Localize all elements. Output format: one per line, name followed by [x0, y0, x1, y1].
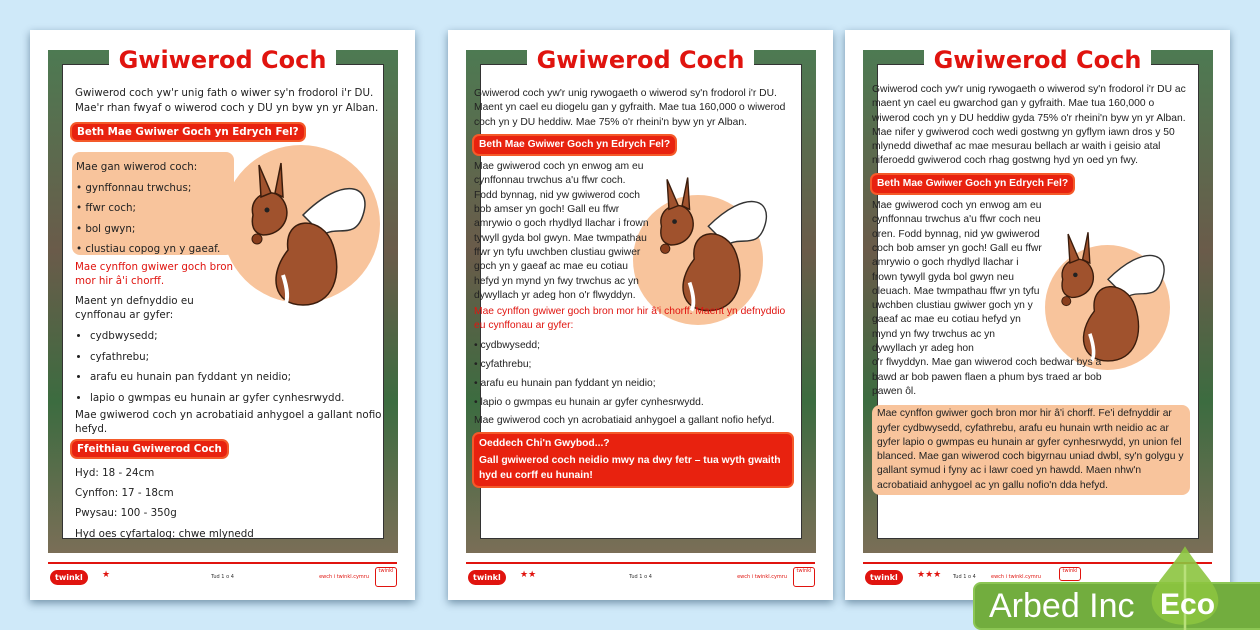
difficulty-stars: ★★	[520, 570, 537, 580]
appearance-text: Mae gwiwerod coch yn enwog am eu cynffonnau trwchus a'u ffwr coch neu oren. Fodd bynnag, nid yw gwiwerod coch bob amser yn goch! Gall eu ffwr amrywio o goch rhydlyd llachar i frown tywyll gyda bol gwyn neu oleuach. Mae twmpathau ffwr yn tyfu uwchben clustiau gwiwer goch yn y gaeaf ac mae eu cotiau hefyd yn mynd yn fwy trwchus ac yn dywyllach yr adeg hon	[872, 200, 1042, 355]
use-item: • lapio o gwmpas eu hunain ar gyfer cynhesrwydd.	[90, 388, 390, 409]
section-heading: Beth Mae Gwiwer Goch yn Edrych Fel?	[72, 124, 304, 140]
brand-eco-label: Eco	[1160, 588, 1216, 621]
intro-text: Gwiwerod coch yw'r unig rywogaeth o wiwerod sy'n frodorol i'r DU ac maent yn cael eu gwarchod gan y gyfraith. Mae tua 160,000 o wiwerod coch yn y DU heddiw gyda 75% o'r rheini'n byw yn yr Alban. Mae nifer y gwiwerod coch wedi gostwng yn gyflym iawn dros y 50 mlynedd diwethaf ac mae mesurau bellach ar waith i geisio atal niferoedd gwiwerod coch rhag gostwng hyd yn oed yn fwy.	[872, 84, 1186, 167]
use-item: • arafu eu hunain pan fyddant yn neidio;	[90, 367, 390, 388]
twinkl-link[interactable]: ewch i twinkl.cymru	[319, 574, 369, 580]
use-item: • cydbwysedd;	[90, 326, 390, 347]
appearance-text: Mae gwiwerod coch yn enwog am eu cynffonnau trwchus a'u ffwr coch. Fodd bynnag, nid yw gwiwerod coch bob amser yn goch! Gall eu ffwr amrywio o goch rhydlyd llachar i frown tywyll gyda bol gwyn. Mae twmpathau ffwr yn tyfu uwchben clustiau gwiwer goch yn y gaeaf ac mae eu cotiau hefyd yn mynd yn fwy trwchus ac yn dywyllach yr adeg hon o'r flwyddyn.	[474, 161, 649, 301]
worksheet-page-1[interactable]	[30, 30, 415, 600]
title-text: Gwiwerod Coch	[924, 46, 1152, 74]
quality-badge: twinkl	[793, 567, 815, 587]
paws-text: o'r flwyddyn. Mae gan wiwerod coch bedwar bys a bawd ar bob pawen flaen a phum bys traed ar bob pawen ôl.	[872, 357, 1102, 397]
section-heading: Beth Mae Gwiwer Goch yn Edrych Fel?	[872, 175, 1073, 193]
fact-item: Hyd oes cyfartalog: chwe mlynedd	[75, 527, 254, 540]
page-footer	[48, 562, 397, 592]
did-you-know-fact: Gall gwiwerod coch neidio mwy na dwy fetr – tua wyth gwaith hyd eu corff eu hunain!	[479, 455, 781, 481]
page2-content	[474, 87, 799, 486]
twinkl-link[interactable]: ewch i twinkl.cymru	[991, 574, 1041, 580]
squirrel-illustration	[238, 155, 378, 315]
title-text: Gwiwerod Coch	[109, 46, 337, 74]
twinkl-logo: twinkl	[50, 570, 88, 585]
features-intro: Mae gan wiwerod coch:	[76, 161, 198, 173]
title-text: Gwiwerod Coch	[527, 46, 755, 74]
page-title	[30, 46, 415, 74]
intro-text: Gwiwerod coch yw'r unig rywogaeth o wiwerod sy'n frodorol i'r DU. Maent yn cael eu diogelu gan y gyfraith. Mae tua 160,000 o wiwerod coch yn y DU heddiw. Mae 75% o'r rheini'n byw yn yr Alban.	[474, 88, 786, 128]
worksheet-page-2[interactable]	[448, 30, 833, 600]
features-list	[76, 157, 220, 260]
page-footer	[466, 562, 815, 592]
feature-item: • gynffonnau trwchus;	[76, 181, 192, 194]
twinkl-logo: twinkl	[468, 570, 506, 585]
fact-item: Pwysau: 100 - 350g	[75, 507, 177, 520]
facts-list	[75, 463, 254, 544]
acrobat-text: Mae gwiwerod coch yn acrobatiaid anhygoel a gallant nofio hefyd.	[474, 414, 775, 426]
uses-intro: Maent yn defnyddio eu cynffonau ar gyfer:	[75, 295, 194, 322]
tail-fact: Mae cynffon gwiwer goch bron mor hir â'i chorff. Maent yn defnyddio eu cynffonau ar gyfer:	[474, 306, 786, 332]
worksheet-page-3[interactable]	[845, 30, 1230, 600]
uses-list	[90, 326, 390, 408]
acrobat-text: Mae gwiwerod coch yn acrobatiaid anhygoel a gallant nofio hefyd.	[75, 409, 382, 436]
difficulty-stars: ★★★	[917, 570, 942, 580]
section-heading: Beth Mae Gwiwer Goch yn Edrych Fel?	[474, 136, 675, 154]
use-item: • cyfathrebu;	[474, 358, 532, 370]
twinkl-link[interactable]: ewch i twinkl.cymru	[737, 574, 787, 580]
did-you-know-box	[474, 434, 792, 486]
fact-item: Cynffon: 17 - 18cm	[75, 487, 174, 500]
tail-box	[872, 405, 1190, 495]
page-number: Tud 1 o 4	[953, 574, 976, 580]
brand-name: Arbed Inc	[989, 587, 1135, 625]
use-item: • cyfathrebu;	[90, 347, 390, 368]
use-item: • lapio o gwmpas eu hunain ar gyfer cynhesrwydd.	[474, 396, 704, 408]
intro-text: Gwiwerod coch yw'r unig fath o wiwer sy'n frodorol i'r DU. Mae'r rhan fwyaf o wiwerod coch y DU yn byw yn yr Alban.	[75, 87, 379, 114]
page-title	[845, 46, 1230, 74]
fact-item: Hyd: 18 - 24cm	[75, 467, 155, 479]
use-item: • arafu eu hunain pan fyddant yn neidio;	[474, 377, 656, 389]
tail-box-text: Mae cynffon gwiwer goch bron mor hir â'i chorff. Fe'i defnyddir ar gyfer cydbwysedd, cyfathrebu, arafu eu hunain wrth neidio ac ar gyfer lapio o gwmpas eu hunain ar gyfer cynhesrwydd, yn union fel blanced. Mae gan wiwerod coch bigyrnau uniad dwbl, sy'n golygu y gallant symud i fyny ac i lawr coed yn hawdd. Maen nhw'n acrobatiaid anhygoel ac yn gallu nofio'n dda hefyd.	[877, 408, 1184, 491]
page-number: Tud 1 o 4	[629, 574, 652, 580]
feature-item: • ffwr coch;	[76, 202, 136, 214]
feature-item: • clustiau copog yn y gaeaf.	[76, 243, 221, 255]
tail-fact: Mae cynffon gwiwer goch bron mor hir â'i chorff.	[75, 261, 234, 288]
feature-item: • bol gwyn;	[76, 222, 136, 235]
facts-heading: Ffeithiau Gwiwerod Coch	[72, 441, 227, 457]
page-title	[448, 46, 833, 74]
use-item: • cydbwysedd;	[474, 339, 540, 351]
difficulty-stars: ★	[102, 570, 111, 580]
quality-badge: twinkl	[1059, 567, 1081, 581]
quality-badge: twinkl	[375, 567, 397, 587]
page3-content	[872, 83, 1190, 495]
did-you-know-heading: Oeddech Chi'n Gwybod...?	[479, 438, 610, 450]
page-number: Tud 1 o 4	[211, 574, 234, 580]
twinkl-logo: twinkl	[865, 570, 903, 585]
uses-list	[474, 336, 799, 412]
